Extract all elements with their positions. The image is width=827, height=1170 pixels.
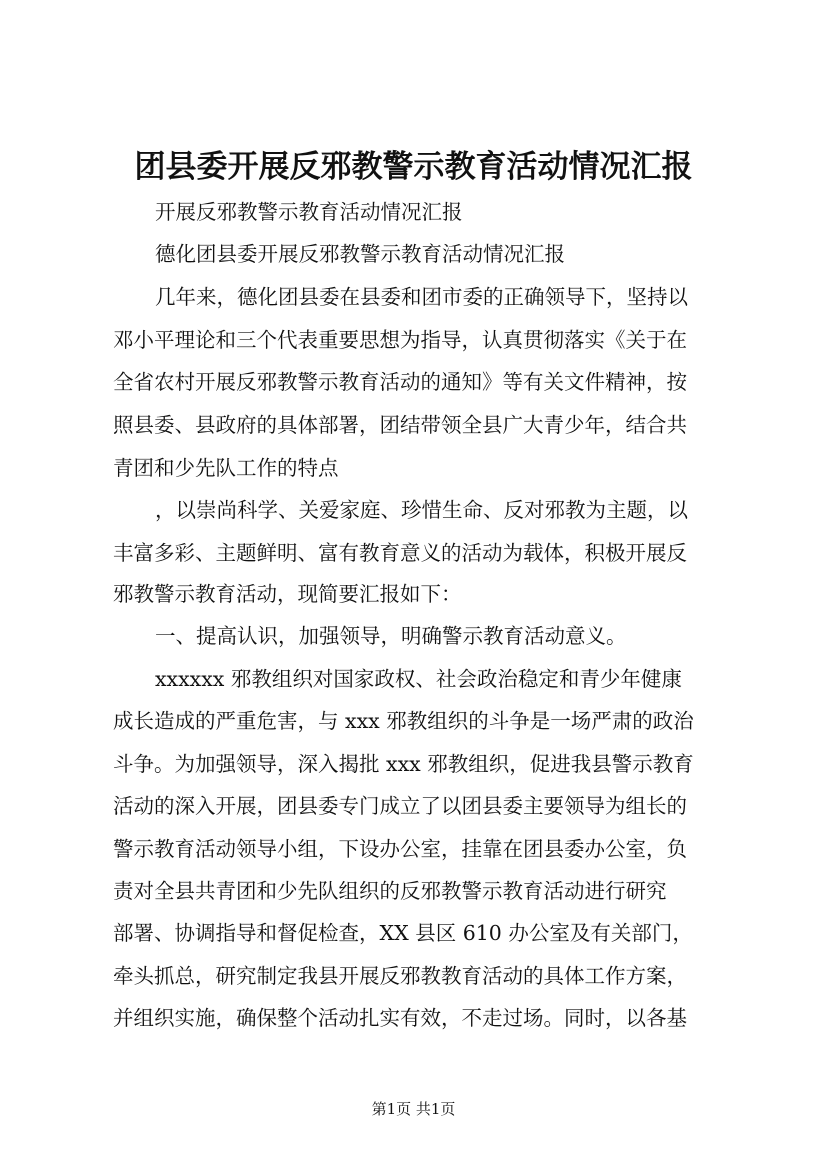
document-title: 团县委开展反邪教警示教育活动情况汇报 bbox=[134, 149, 693, 185]
paragraph-line: 丰富多彩、主题鲜明、富有教育意义的活动为载体，积极开展反 bbox=[113, 541, 687, 565]
page-footer: 第1页 共1页 bbox=[371, 1100, 456, 1118]
paragraph-line: 警示教育活动领导小组，下设办公室，挂靠在团县委办公室，负 bbox=[113, 837, 687, 861]
paragraph-line: xxxxxx 邪教组织对国家政权、社会政治稳定和青少年健康 bbox=[155, 667, 682, 691]
paragraph-line: 部署、协调指导和督促检查，XX 县区 610 办公室及有关部门， bbox=[113, 921, 693, 945]
paragraph-line: 邓小平理论和三个代表重要思想为指导，认真贯彻落实《关于在 bbox=[113, 328, 687, 352]
paragraph-line: 牵头抓总，研究制定我县开展反邪教教育活动的具体工作方案， bbox=[113, 964, 687, 988]
paragraph-line: 并组织实施，确保整个活动扎实有效，不走过场。同时，以各基 bbox=[113, 1006, 687, 1030]
paragraph-line: 德化团县委开展反邪教警示教育活动情况汇报 bbox=[155, 242, 565, 266]
paragraph-line: 活动的深入开展，团县委专门成立了以团县委主要领导为组长的 bbox=[113, 794, 687, 818]
paragraph-line: 成长造成的严重危害，与 xxx 邪教组织的斗争是一场严肃的政治 bbox=[113, 709, 694, 733]
paragraph-line: 邪教警示教育活动，现简要汇报如下： bbox=[113, 582, 462, 606]
paragraph-line: 全省农村开展反邪教警示教育活动的通知》等有关文件精神，按 bbox=[113, 370, 687, 394]
paragraph-line: 开展反邪教警示教育活动情况汇报 bbox=[155, 200, 463, 224]
paragraph-line: 青团和少先队工作的特点 bbox=[113, 456, 339, 480]
section-heading: 一、提高认识，加强领导，明确警示教育活动意义。 bbox=[155, 624, 627, 648]
paragraph-line: 责对全县共青团和少先队组织的反邪教警示教育活动进行研究 bbox=[113, 879, 667, 903]
paragraph-line: 斗争。为加强领导，深入揭批 xxx 邪教组织，促进我县警示教育 bbox=[113, 752, 694, 776]
paragraph-line: ，以崇尚科学、关爱家庭、珍惜生命、反对邪教为主题，以 bbox=[155, 498, 688, 522]
paragraph-line: 照县委、县政府的具体部署，团结带领全县广大青少年，结合共 bbox=[113, 413, 687, 437]
paragraph-line: 几年来，德化团县委在县委和团市委的正确领导下，坚持以 bbox=[155, 285, 688, 309]
